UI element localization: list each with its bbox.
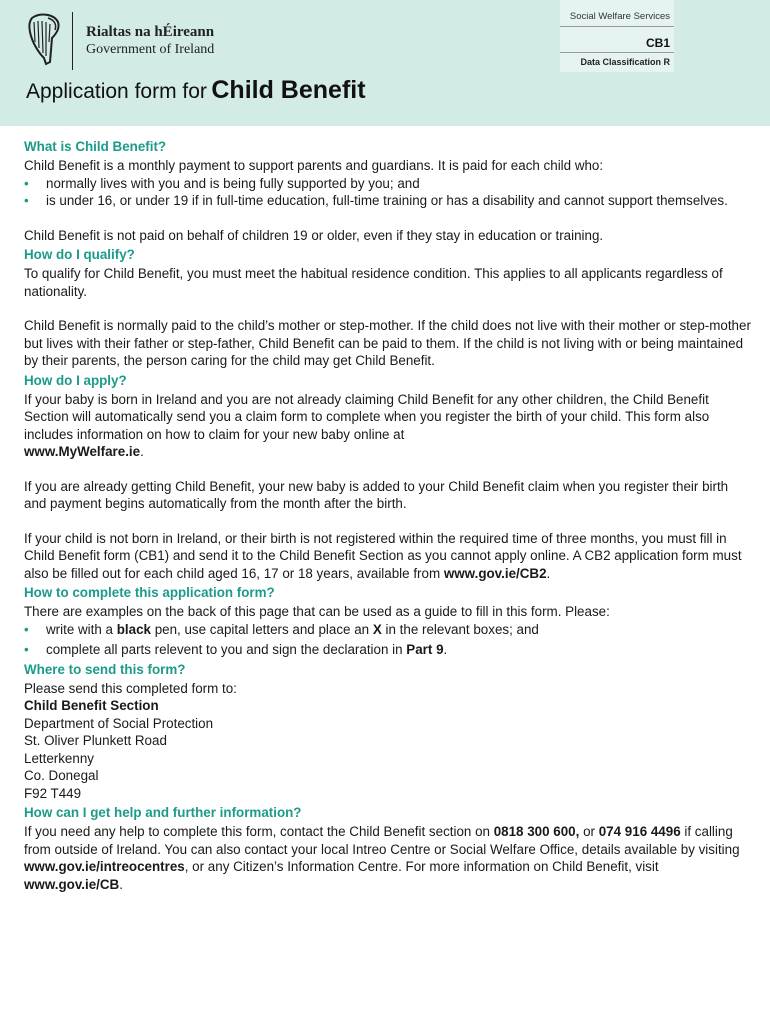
harp-icon xyxy=(24,12,64,68)
header-band xyxy=(0,0,770,126)
bullet-icon: • xyxy=(24,621,29,637)
gov-name-irish: Rialtas na hÉireann xyxy=(86,24,215,40)
help-text: If you need any help to complete this form, contact the Child Benefit section on 0818 300 600, or 074 916 4496 if calling from outside of Ireland. You can also contact your local Intreo Centre or Social Welfare Office, details available by visiting www.gov.ie/intreocentres, or any Citizen’s Information Centre. For more information on Child Benefit, visit www.gov.ie/CB. xyxy=(24,824,740,892)
list-item xyxy=(24,192,754,210)
address-line: F92 T449 xyxy=(24,785,82,801)
apply-p1: If your baby is born in Ireland and you are not already claiming Child Benefit for any other children, the Child Benefit Section will automatically send you a claim form to complete when you register the birth of your child. This form also includes information on how to claim for your new baby online at www.MyWelfare.ie. xyxy=(24,391,710,459)
send-intro: Please send this completed form to: xyxy=(24,680,237,696)
gov-name-english: Government of Ireland xyxy=(86,42,215,57)
logo-divider xyxy=(72,12,73,70)
complete-intro: There are examples on the back of this page that can be used as a guide to fill in this form. Please: xyxy=(24,604,610,619)
cb-link[interactable]: www.gov.ie/CB xyxy=(24,876,120,892)
apply-p2: If you are already getting Child Benefit, your new baby is added to your Child Benefit claim when you register their birth and payment begins automatically from the month after the birth. xyxy=(24,478,729,511)
address-line: Co. Donegal xyxy=(24,768,99,783)
heading-help: How can I get help and further information? xyxy=(24,805,302,820)
heading-what: What is Child Benefit? xyxy=(24,139,167,154)
phone-number-abroad: 074 916 4496 xyxy=(598,824,681,839)
list-item: • write with a black pen, use capital letters and place an X in the relevant boxes; and xyxy=(24,621,539,637)
divider xyxy=(560,52,674,53)
address-line: Letterkenny xyxy=(24,750,94,766)
title-prefix: Application form for xyxy=(26,80,207,103)
heading-qualify: How do I qualify? xyxy=(24,247,135,262)
address-line: Department of Social Protection xyxy=(24,715,214,731)
what-intro: Child Benefit is a monthly payment to support parents and guardians. It is paid for each child who: xyxy=(24,158,604,173)
heading-send: Where to send this form? xyxy=(24,661,186,677)
mywelfare-link[interactable]: www.MyWelfare.ie xyxy=(24,444,141,459)
phone-number: 0818 300 600, xyxy=(493,824,580,839)
address-name: Child Benefit Section xyxy=(24,698,159,713)
apply-p3: If your child is not born in Ireland, or their birth is not registered within the required time of three months, you must fill in Child Benefit form (CB1) and send it to the Child Benefit Section as you cannot apply online. A CB2 application form must also be filled out for each child aged 16, 17 or 18 years, available from www.gov.ie/CB2. xyxy=(24,530,742,581)
list-item: • complete all parts relevent to you and sign the declaration in Part 9. xyxy=(24,642,448,657)
what-note: Child Benefit is not paid on behalf of children 19 or older, even if they stay in education or training. xyxy=(24,227,604,243)
form-reference-box xyxy=(560,0,674,72)
divider xyxy=(560,26,674,27)
eligibility-list xyxy=(24,175,754,210)
title-main: Child Benefit xyxy=(211,76,366,104)
intreo-link[interactable]: www.gov.ie/intreocentres xyxy=(24,859,185,874)
cb2-link[interactable]: www.gov.ie/CB2 xyxy=(443,565,547,581)
list-item xyxy=(24,175,754,193)
department-label: Social Welfare Services xyxy=(569,11,670,22)
qualify-p1: To qualify for Child Benefit, you must meet the habitual residence condition. This applies to all applicants regardless of nationality. xyxy=(24,266,723,299)
bullet-text: normally lives with you and is being fully supported by you; and xyxy=(46,175,420,191)
bullet-icon: • xyxy=(24,175,29,191)
qualify-p2: Child Benefit is normally paid to the child’s mother or step-mother. If the child does not live with their mother or step-mother but lives with their father or step-father, Child Benefit can be paid to them. If the child is not living with or being maintained by their parents, the person caring for the child may get Child Benefit. xyxy=(24,318,751,368)
government-logo xyxy=(20,12,230,72)
bullet-icon: • xyxy=(24,193,29,208)
heading-apply: How do I apply? xyxy=(24,372,127,388)
bullet-icon: • xyxy=(24,642,29,657)
address-line: St. Oliver Plunkett Road xyxy=(24,733,167,748)
bullet-text: is under 16, or under 19 if in full-time education, full-time training or has a disability and cannot support themselves. xyxy=(46,193,728,208)
heading-complete: How to complete this application form? xyxy=(24,585,275,600)
form-code: CB1 xyxy=(645,36,670,50)
instructions-list xyxy=(24,621,754,659)
form-content xyxy=(24,136,754,893)
data-classification: Data Classification R xyxy=(580,57,670,67)
page-title xyxy=(26,76,366,105)
